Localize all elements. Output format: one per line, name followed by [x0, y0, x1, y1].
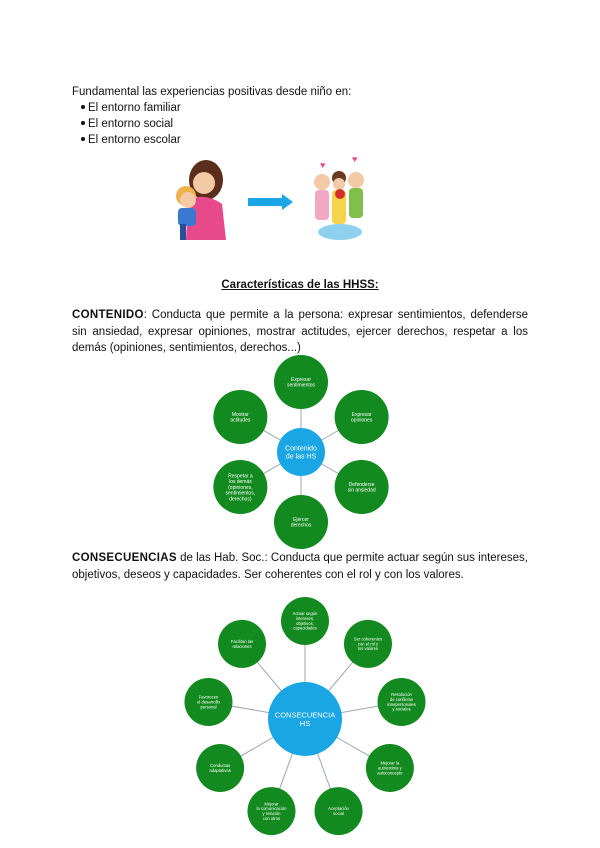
svg-text:♥: ♥ — [352, 154, 358, 164]
consecuencias-node-label: Facilitan las relaciones — [230, 638, 254, 649]
consecuencias-node-label: Resolución de conflictos interpersonales y sociales — [387, 692, 416, 712]
svg-text:♥: ♥ — [320, 160, 326, 170]
consecuencias-node-label: Aceptación social — [328, 806, 349, 816]
consecuencias-text: de las Hab. Soc.: Conducta que permite actuar según sus intereses, objetivos, deseos y capacidades. Ser coherentes con el rol y con los valores. — [72, 552, 528, 581]
contenido-node-label: Ejercer derechos — [290, 516, 312, 529]
consecuencias-center-label: CONSECUENCIA HS — [274, 710, 336, 728]
bullet-item: El entorno familiar — [80, 100, 181, 116]
contenido-node-label: Defenderse sin ansiedad — [347, 481, 376, 494]
consecuencias-node-label: Mejorar la autoestima y autoconcepto — [377, 760, 403, 776]
bullet-item: El entorno social — [80, 116, 181, 132]
consecuencias-node-label: Conductas adaptativas — [209, 763, 231, 773]
consecuencias-node-label: Ser coherentes con el rol y los valores — [353, 636, 383, 652]
intro-text: Fundamental las experiencias positivas desde niño en: — [72, 86, 352, 98]
contenido-node-label: Expresar opiniones — [350, 411, 373, 424]
consecuencias-node-label: Favorecen el desarrollo personal — [197, 694, 220, 710]
contenido-center-label: Contenido de las HS — [285, 445, 317, 461]
contenido-node-label: Expresar sentimientos — [286, 376, 316, 389]
contenido-node-label: Respetar a los demás (opiniones, sentimientos, derechos) — [225, 473, 256, 503]
bullet-item: El entorno escolar — [80, 132, 181, 148]
consecuencias-term: CONSECUENCIAS — [72, 552, 177, 564]
contenido-text: : Conducta que permite a la persona: expresar sentimientos, defenderse sin ansiedad, expresar opiniones, mostrar actitudes, ejercer derechos, respetar a los demás (opiniones, sentimientos, derechos...) — [72, 309, 528, 354]
consecuencias-node-label: Mejorar la comunicación y relación con otros — [256, 801, 287, 821]
contenido-term: CONTENIDO — [72, 309, 144, 321]
contenido-node-label: Mostrar actitudes — [230, 411, 251, 424]
section-heading: Características de las HHSS: — [221, 279, 379, 291]
consecuencias-node-label: Actuar según intereses, objetivos, capacidades — [292, 611, 318, 631]
